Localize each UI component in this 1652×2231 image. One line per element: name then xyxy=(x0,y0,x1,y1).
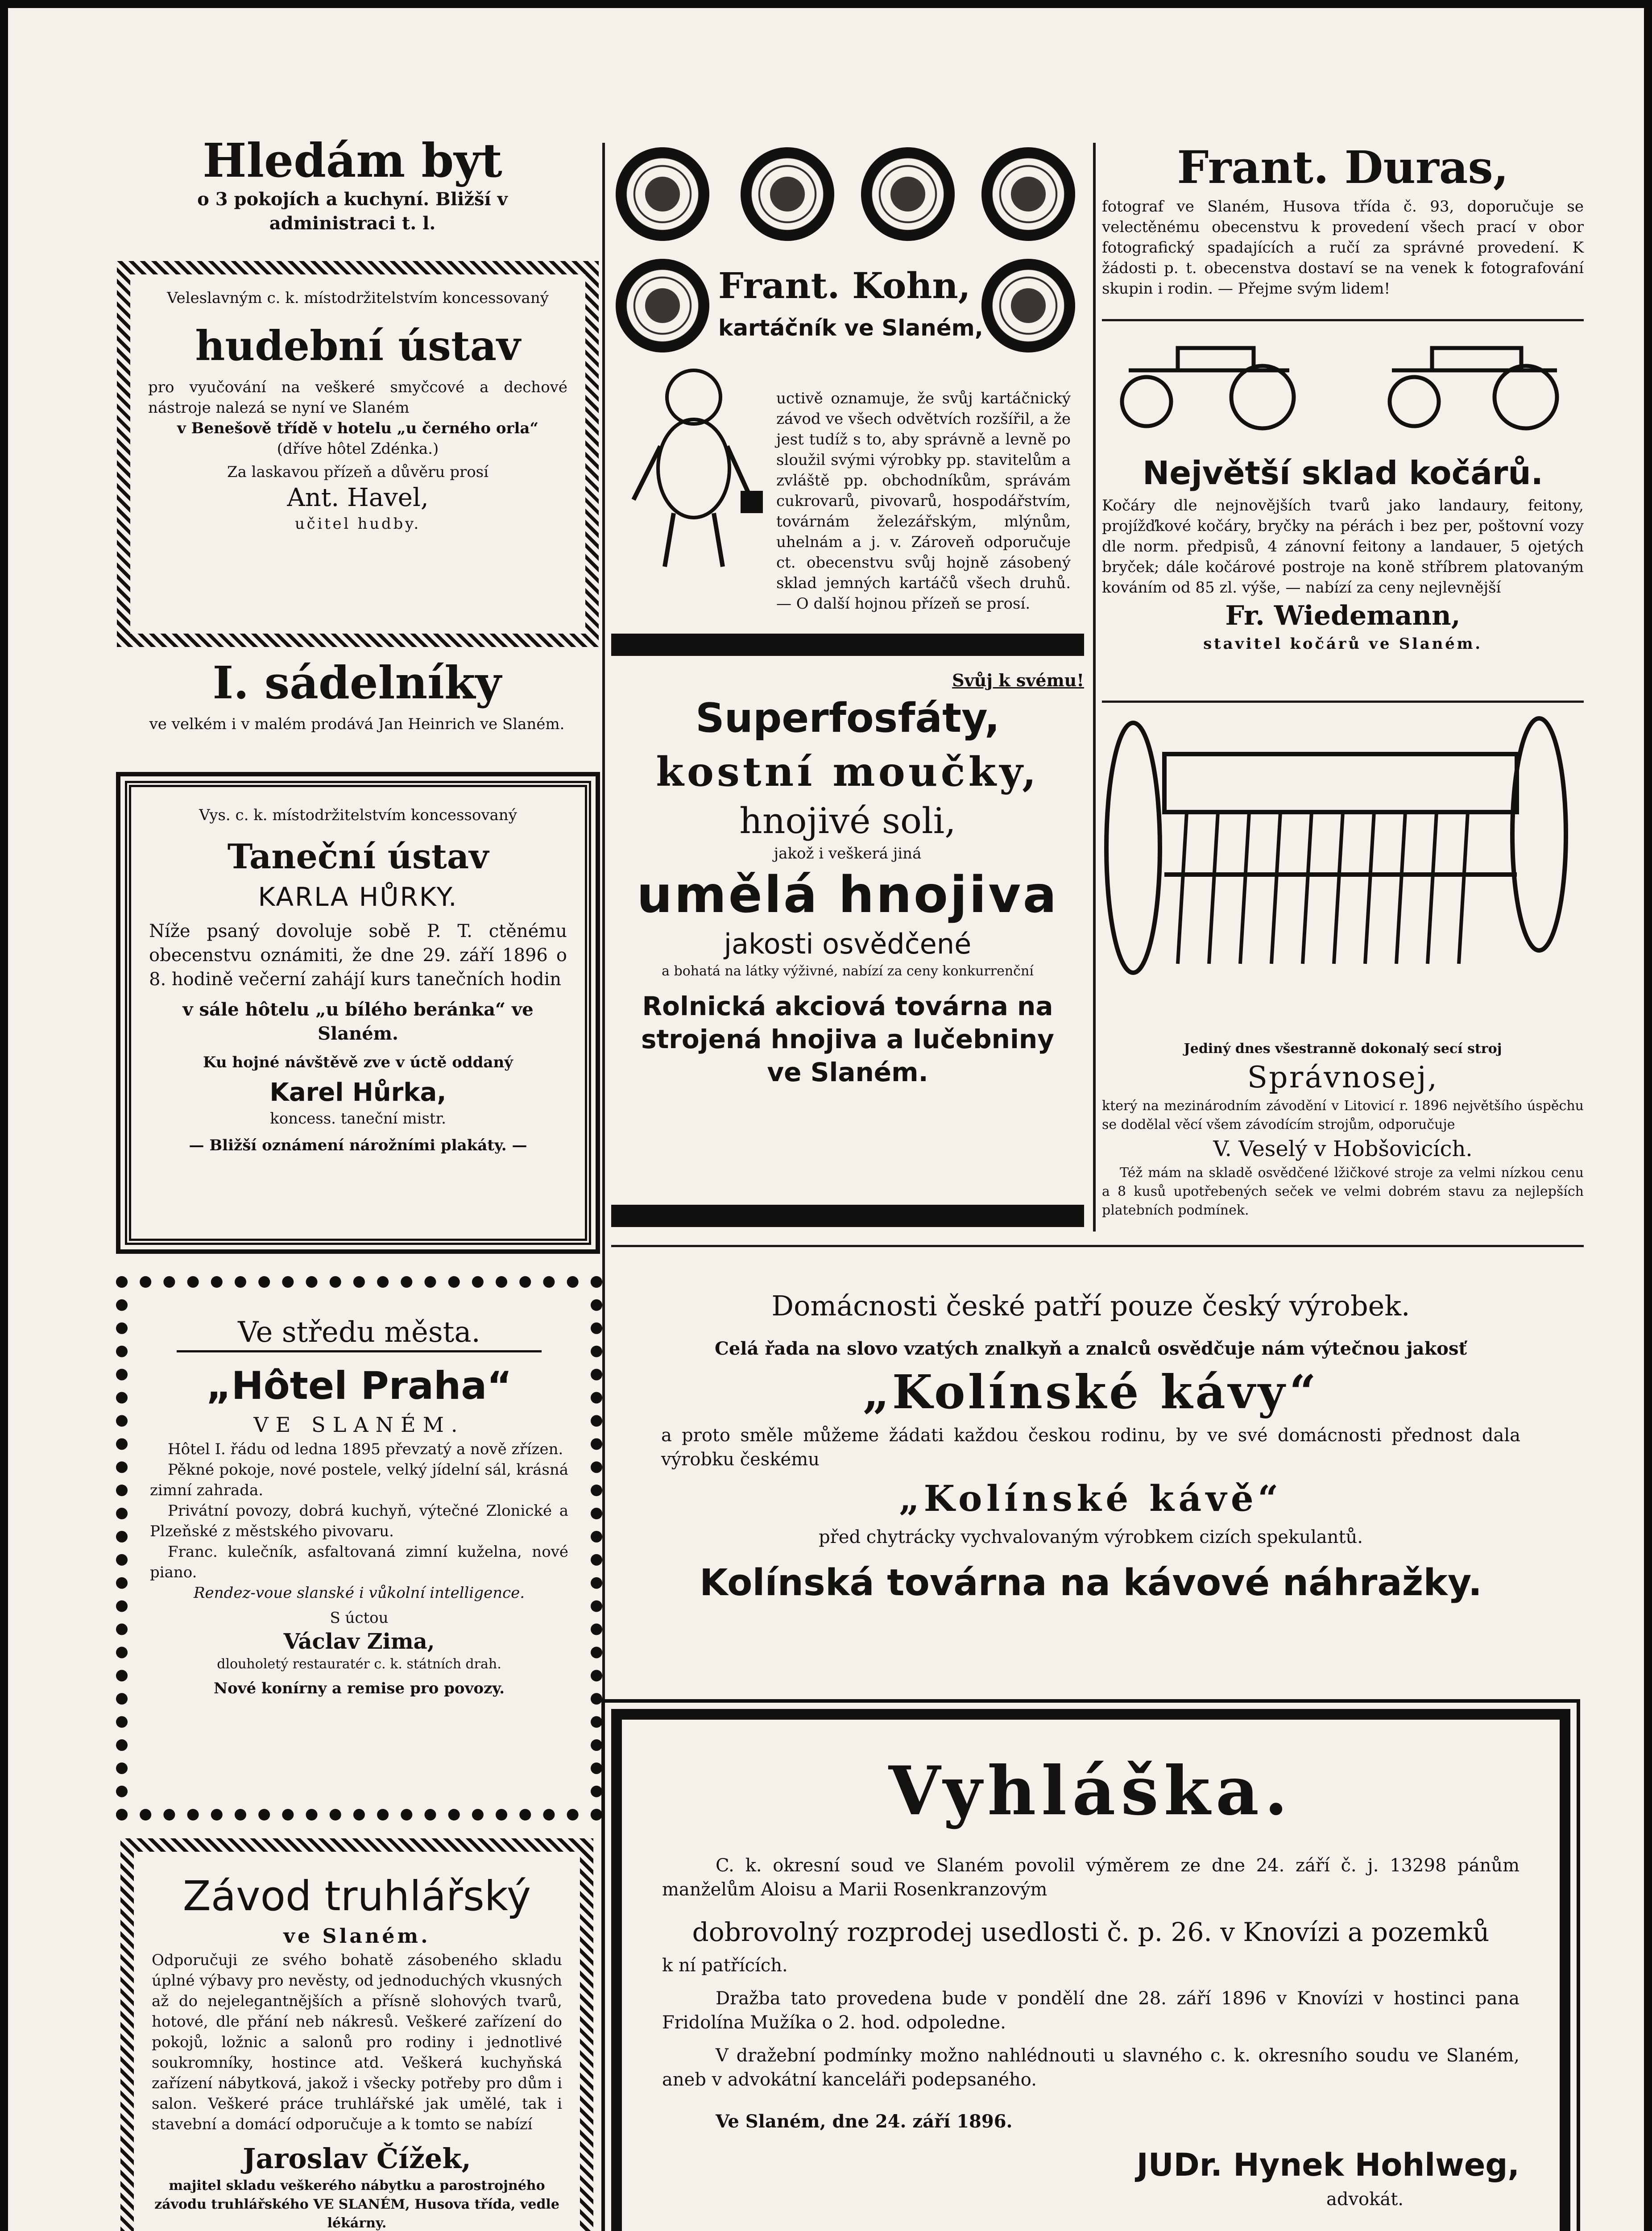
ad-subtitle: ve Slaném. xyxy=(283,1925,431,1948)
medal-icon xyxy=(616,259,709,352)
ad-subtitle: VE SLANÉM. xyxy=(253,1413,465,1437)
ad-body: Níže psaný dovoluje sobě P. T. ctěnému obecenstvu oznámiti, že dne 29. září 1896 o 8. hodině večerní zahájí kurs tanečních hodin xyxy=(149,921,567,990)
ad-title: Největší sklad kočárů. xyxy=(1143,454,1543,492)
section-rule xyxy=(611,1245,1584,1247)
ad-company: Kolínská továrna na kávové náhražky. xyxy=(700,1562,1482,1604)
ad-venue: v sále hôtelu „u bílého beránka“ ve Slaném. xyxy=(182,999,534,1044)
ad-sadelniky xyxy=(116,651,598,734)
ad-paragraph: Dražba tato provedena bude v pondělí dne 28. září 1896 v Knovízi v hostinci pana Fridolína Mužíka o 2. hod. odpoledne. xyxy=(662,1988,1520,2033)
column-rule-left xyxy=(602,143,605,2231)
ad-line: hnojivé soli, xyxy=(739,800,956,842)
ad-tanecni-ustav xyxy=(125,781,591,1245)
ad-title: Frant. Duras, xyxy=(1177,141,1509,194)
carriage-illustration xyxy=(1111,330,1579,433)
ad-kocary xyxy=(1102,451,1584,654)
ad-title: „Hôtel Praha“ xyxy=(206,1364,512,1408)
ad-request: Za laskavou přízeň a důvěru prosí xyxy=(227,463,489,481)
ad-kohn xyxy=(611,143,1084,665)
ad-line: umělá hnojiva xyxy=(637,866,1059,924)
ad-role: stavitel kočárů ve Slaném. xyxy=(1203,635,1482,653)
ad-body-line: Privátní povozy, dobrá kuchyň, výtečné Zlonické a Plzeňské z městského pivovaru. xyxy=(150,1502,568,1540)
medal-icon xyxy=(981,147,1075,241)
ad-role: dlouholetý restauratér c. k. státních drah. xyxy=(217,1656,501,1672)
ad-title: Taneční ústav xyxy=(227,837,489,876)
ad-title: I. sádelníky xyxy=(212,656,501,709)
ad-body: uctivě oznamuje, že svůj kartáčnický závod ve všech odvětvích rozšířil, a že jest tudíž s to, aby správně a levně po sloužil svými výrobky pp. stavitelům a zvláště pp. obchodníkům, správám cukrovarů, pivovarů, hospodářstvím, továrnám železářským, mlýnům, uhelnám a j. v. Zároveň odporučuje ct. obecenstvu svůj hojně zásobený sklad jemných kartáčů všech druhů. — O další hojnou přízeň se prosí. xyxy=(776,390,1071,613)
ad-signature: Karel Hůrka, xyxy=(269,1078,447,1107)
ad-intro: Vys. c. k. místodržitelstvím koncessovaný xyxy=(199,806,517,824)
ad-line: jakosti osvědčené xyxy=(724,928,972,960)
ad-line: a bohatá na látky výživné, nabízí za ceny konkurrenční xyxy=(662,963,1034,979)
ad-body: pro vyučování na veškeré smyčcové a dechové nástroje nalezá se nyní ve Slaném xyxy=(148,378,567,417)
ad-intro: Veleslavným c. k. místodržitelstvím koncessovaný xyxy=(167,289,549,307)
ad-zavod-truhlarsky xyxy=(120,1838,593,2231)
ad-note: Též mám na skladě osvědčené lžičkové stroje za velmi nízkou cenu a 8 kusů upotřebených seček ve velmi dobrém stavu za nejlepších platebních podmínek. xyxy=(1102,1165,1584,1218)
ad-line: kostní moučky, xyxy=(656,748,1039,796)
medal-icon xyxy=(981,259,1075,352)
ad-heading: Domácnosti české patří pouze český výrobek. xyxy=(771,1290,1410,1322)
ad-body: Odporučuji ze svého bohatě zásobeného skladu úplné výbavy pro nevěsty, od jednoduchých vkusných až do nejelegantnějších a přísně slohových tvarů, hotové, dle přání neb nákresů. Veškeré zařízení do pokojů, ložnic a salonů pro rodiny i jednotlivé soukromníky, hostince atd. Veškerá kuchyňská zařízení nábytková, jakož i všecky potřeby pro dům i salon. Veškeré práce truhlářské jak umělé, tak i stavební a domácí odporučuje a k tomto se nabízí xyxy=(152,1951,562,2133)
cherub-illustration xyxy=(620,366,767,576)
ad-paragraph: C. k. okresní soud ve Slaném povolil výměrem ze dne 24. září č. j. 13298 pánům manželům Aloisu a Marii Rosenkranzovým xyxy=(662,1855,1520,1900)
ad-kolinska-kava xyxy=(611,1254,1570,1696)
ad-duras xyxy=(1102,138,1584,299)
ad-hledam-byt xyxy=(116,134,589,236)
ad-body: Kočáry dle nejnovějších tvarů jako landaury, feitony, projížďkové kočáry, bryčky na pérách i bez per, poštovní vozy dle norm. předpisů, 4 zánovní feitony a landauer, 5 ojetých bryček; dále kočárové postroje na koně stříbrem platovaným kováním od 85 zl. výše, — nabízí za ceny nejlevnější xyxy=(1102,497,1584,597)
ad-brand: „Kolínské kávě“ xyxy=(899,1477,1283,1519)
ad-note: Nové konírny a remise pro povozy. xyxy=(213,1679,505,1697)
column-rule-right xyxy=(1093,143,1096,1232)
ad-address-note: (dříve hôtel Zdénka.) xyxy=(277,440,439,458)
ad-role: advokát. xyxy=(1326,2189,1404,2210)
ad-body-line: Pěkné pokoje, nové postele, velký jídelní sál, krásná zimní zahrada. xyxy=(150,1461,568,1499)
ad-title: Hledám byt xyxy=(203,133,502,188)
ad-vyhlaska xyxy=(611,1709,1570,2231)
ad-signature: Jaroslav Čížek, xyxy=(243,2142,471,2175)
medal-icon xyxy=(861,147,955,241)
ad-invite: Ku hojné návštěvě zve v úctě oddaný xyxy=(203,1053,513,1071)
ad-signature: V. Veselý v Hobšovicích. xyxy=(1213,1136,1473,1161)
medal-icon xyxy=(616,147,709,241)
ad-secistroj xyxy=(1102,1040,1584,1220)
ad-superfosfaty xyxy=(611,669,1084,1232)
medal-icon xyxy=(741,147,834,241)
ad-title: Vyhláška. xyxy=(888,1752,1293,1830)
ad-signature: JUDr. Hynek Hohlweg, xyxy=(1136,2147,1520,2183)
ad-role: učitel hudby. xyxy=(295,515,421,533)
ad-caption: Jediný dnes všestranně dokonalý secí stroj xyxy=(1184,1041,1502,1057)
divider-bar xyxy=(611,1205,1084,1227)
ad-paragraph: dobrovolný rozprodej usedlosti č. p. 26. v Knovízi a pozemků xyxy=(692,1917,1490,1947)
ad-name: Frant. Kohn, xyxy=(718,265,971,307)
ad-body-line: Rendez-voue slanské i vůkolní intelligence. xyxy=(193,1584,525,1602)
section-rule xyxy=(1102,319,1584,321)
ad-date: Ve Slaném, dne 24. září 1896. xyxy=(716,2111,1013,2132)
ad-signature: Václav Zima, xyxy=(283,1629,435,1654)
divider-bar xyxy=(611,634,1084,656)
ad-body: fotograf ve Slaném, Husova třída č. 93, doporučuje se velectěnému obecenstvu k provedení všech prací v obor fotografický spadajících a ručí za správné provedení. K žádosti p. t. obecenstva dostaví se na venek k fotografování skupin i rodin. — Přejme svým lidem! xyxy=(1102,198,1584,298)
ad-line: Celá řada na slovo vzatých znalkyň a znalců osvědčuje nám výtečnou jakosť xyxy=(715,1338,1467,1359)
ad-name: Správnosej, xyxy=(1247,1060,1439,1095)
ad-body-line: Franc. kulečník, asfaltovaná zimní kuželna, nové piano. xyxy=(150,1543,568,1581)
ad-trade: kartáčník ve Slaném, xyxy=(718,315,983,341)
ad-note: — Bližší oznámení nárožními plakáty. — xyxy=(189,1136,527,1154)
ad-greeting: S úctou xyxy=(330,1609,389,1627)
ad-company: Rolnická akciová továrna na strojená hnojiva a lučebniny ve Slaném. xyxy=(641,991,1054,1087)
ad-line: a proto směle můžeme žádati každou českou rodinu, by ve své domácnosti přednost dala výrobku českému xyxy=(661,1425,1520,1470)
ad-line: jakož i veškerá jiná xyxy=(774,845,922,863)
ad-paragraph: V dražební podmínky možno nahlédnouti u slavného c. k. okresního soudu ve Slaném, aneb v advokátní kanceláři podepsaného. xyxy=(662,2045,1520,2090)
ad-signature: Ant. Havel, xyxy=(287,483,429,512)
ad-paragraph: k ní patřících. xyxy=(662,1955,788,1976)
ad-line: Superfosfáty, xyxy=(695,695,1000,742)
ad-hudebni-ustav xyxy=(117,261,599,647)
ad-text: ve velkém i v malém prodává Jan Heinrich ve Slaném. xyxy=(149,715,565,733)
ad-role: majitel skladu veškerého nábytku a parostrojného závodu truhlářského VE SLANÉM, Husova třída, vedle lékárny. xyxy=(154,2178,559,2231)
seed-drill-illustration xyxy=(1102,714,1584,1026)
ad-signature: Fr. Wiedemann, xyxy=(1225,600,1461,631)
ad-slogan: Svůj k svému! xyxy=(952,670,1084,690)
ad-address: v Benešově třídě v hotelu „u černého orla“ xyxy=(177,419,538,437)
ad-body-line: Hôtel I. řádu od ledna 1895 převzatý a nově zřízen. xyxy=(168,1440,563,1458)
ad-body: který na mezinárodním závodění v Litovicí r. 1896 největšího úspěchu se dodělal věcí všem závodícím strojům, odporučuje xyxy=(1102,1098,1584,1132)
section-rule xyxy=(1102,701,1584,703)
ad-title: Závod truhlářský xyxy=(182,1872,531,1920)
ad-heading: Ve středu města. xyxy=(177,1315,542,1352)
ad-name: KARLA HŮRKY. xyxy=(258,882,458,912)
ad-title: hudební ústav xyxy=(195,322,521,370)
ad-text: o 3 pokojích a kuchyní. Bližší v administraci t. l. xyxy=(197,189,508,234)
ad-role: koncess. taneční mistr. xyxy=(270,1110,446,1128)
ad-hotel-praha xyxy=(116,1276,602,1820)
ad-line: před chytrácky vychvalovaným výrobkem cizích spekulantů. xyxy=(819,1527,1363,1547)
ad-brand: „Kolínské kávy“ xyxy=(862,1364,1319,1419)
